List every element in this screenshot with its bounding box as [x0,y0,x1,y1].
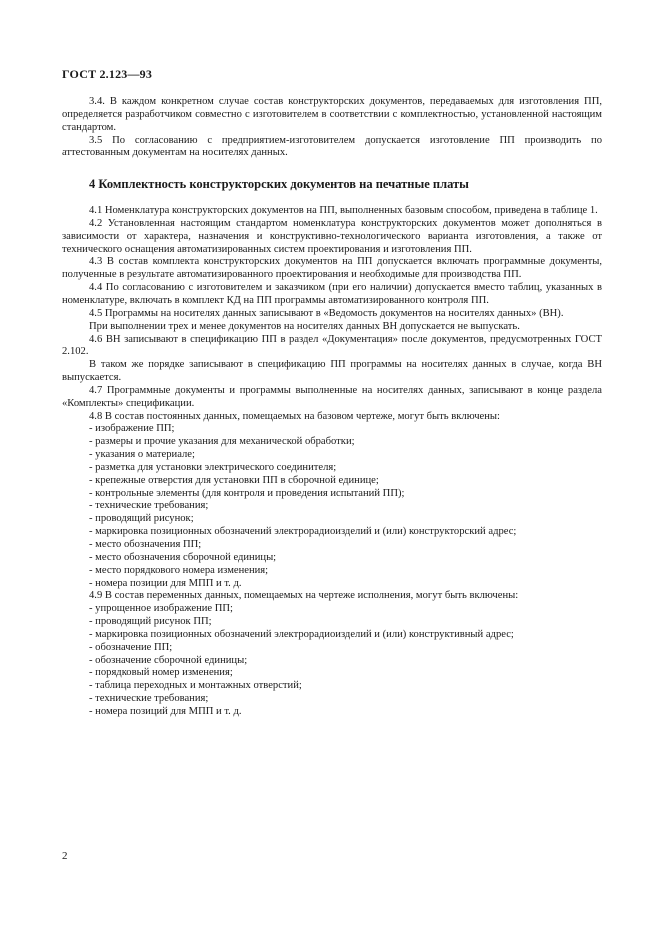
list-item: - проводящий рисунок; [89,513,194,525]
paragraph-4-2: 4.2 Установленная настоящим стандартом номенклатура конструкторских документов может дополняться в зависимости от характера, назначения и конструктивно-технологического варианта изготовления, а также от технического оснащения автоматизированных систем проектирования и изготовления ПП. [62,217,602,255]
list-item: - место порядкового номера изменения; [89,564,269,576]
list-item: - крепежные отверстия для установки ПП в сборочной единице; [89,474,379,486]
list-item: - разметка для установки электрического соединителя; [89,461,337,473]
list-item: - место обозначения ПП; [89,539,202,550]
list-4-9 [62,603,602,719]
document-body [62,96,602,719]
paragraph-4-1: 4.1 Номенклатура конструкторских документов на ПП, выполненных базовым способом, приведена в таблице 1. [89,205,598,217]
list-item: - номера позиции для МПП и т. д. [89,577,242,589]
paragraph-4-5-note: При выполнении трех и менее документов на носителях данных ВН допускается не выпускать. [89,320,520,332]
list-item: - таблица переходных и монтажных отверстий; [89,680,302,692]
list-item: - порядковый номер изменения; [89,667,233,679]
list-item: - место обозначения сборочной единицы; [89,551,277,563]
list-item: - упрощенное изображение ПП; [89,603,234,615]
list-item: - контрольные элементы (для контроля и проведения испытаний ПП); [89,487,405,499]
paragraph-4-7: 4.7 Программные документы и программы выполненные на носителях данных, записывают в конце раздела «Комплекты» спецификации. [62,384,602,409]
list-item: - маркировка позиционных обозначений электрорадиоизделий и (или) конструкторский адрес; [89,526,517,538]
paragraph-4-8: 4.8 В состав постоянных данных, помещаемых на базовом чертеже, могут быть включены: [89,410,500,422]
page-number: 2 [62,850,68,862]
paragraph-3-5: 3.5 По согласованию с предприятием-изготовителем допускается изготовление ПП производить по аттестованным документам на носителях данных. [62,134,602,159]
list-item: - технические требования; [89,500,209,512]
list-item: - обозначение сборочной единицы; [89,654,248,666]
list-item: - проводящий рисунок ПП; [89,616,212,628]
paragraph-4-6-note: В таком же порядке записывают в спецификацию ПП программы на носителях данных в случае, когда ВН выпускается. [62,359,602,384]
paragraph-4-4: 4.4 По согласованию с изготовителем и заказчиком (при его наличии) допускается вместо таблиц, указанных в номенклатуре, включать в комплект КД на ПП программы автоматизированного контроля ПП. [62,282,602,306]
section-title: 4 Комплектность конструкторских документов на печатные платы [89,177,469,192]
page-header: ГОСТ 2.123—93 [62,67,153,81]
list-item: - изображение ПП; [89,423,175,435]
paragraph-4-9: 4.9 В состав переменных данных, помещаемых на чертеже исполнения, могут быть включены: [89,590,519,602]
paragraph-4-6: 4.6 ВН записывают в спецификацию ПП в раздел «Документация» после документов, предусмотренных ГОСТ 2.102. [62,333,602,358]
list-item: - технические требования; [89,693,209,705]
list-4-8 [62,423,602,590]
list-item: - размеры и прочие указания для механической обработки; [89,436,355,448]
list-item: - обозначение ПП; [89,641,173,653]
list-item: - указания о материале; [89,449,195,461]
paragraph-4-5: 4.5 Программы на носителях данных записывают в «Ведомость документов на носителях данных» (ВН). [89,307,564,319]
paragraph-3-4: 3.4. В каждом конкретном случае состав конструкторских документов, передаваемых для изготовления ПП, определяется разработчиком совместно с изготовителем в соответствии с комплектностью, установленной настоящим стандартом. [62,96,602,133]
list-item: - маркировка позиционных обозначений электрорадиоизделий и (или) конструктивный адрес; [89,628,514,640]
paragraph-4-3: 4.3 В состав комплекта конструкторских документов на ПП допускается включать программные документы, полученные в результате автоматизированного проектирования и необходимые для производства ПП. [62,256,602,281]
list-item: - номера позиций для МПП и т. д. [89,705,242,717]
